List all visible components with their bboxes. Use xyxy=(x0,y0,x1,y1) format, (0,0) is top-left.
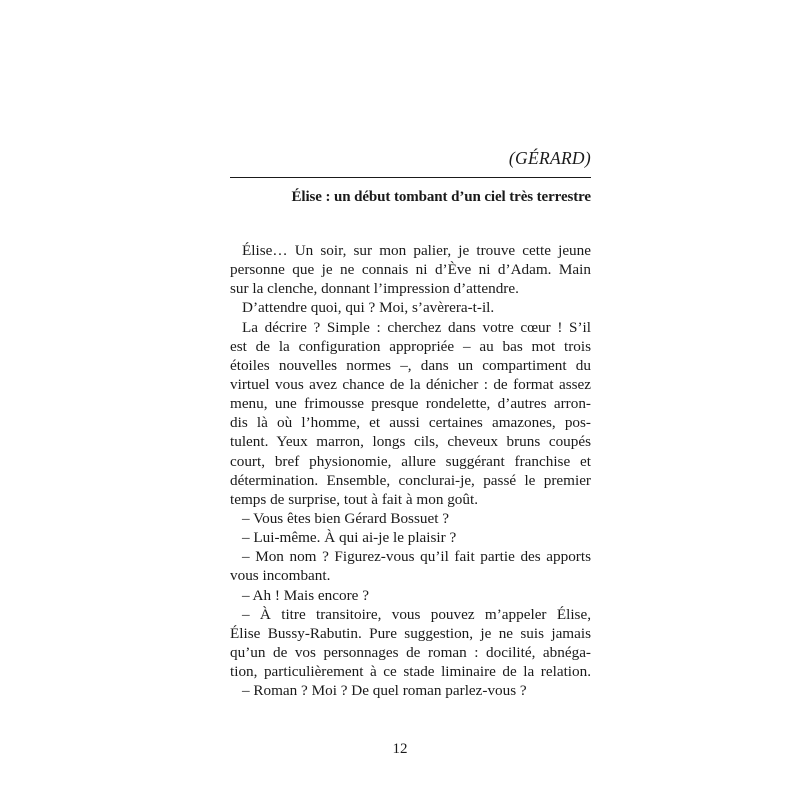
text-line: court, bref physionomie, allure suggérant franchise et xyxy=(230,452,591,470)
text-line: étoiles nouvelles normes –, dans un compartiment du xyxy=(230,356,591,374)
text-line: tion, particulièrement à ce stade liminaire de la relation. xyxy=(230,663,591,681)
text-line: dis là où l’homme, et aussi certaines amazones, pos- xyxy=(230,414,591,432)
text-line: D’attendre quoi, qui ? Moi, s’avèrera-t-il. xyxy=(242,299,495,317)
text-line: – À titre transitoire, vous pouvez m’appeler Élise, xyxy=(242,605,591,623)
text-line: – Vous êtes bien Gérard Bossuet ? xyxy=(242,509,449,527)
text-line: virtuel vous avez chance de la dénicher : de format assez xyxy=(230,375,591,393)
text-line: est de la configuration appropriée – au bas mot trois xyxy=(230,337,591,355)
text-line: vous incombant. xyxy=(230,567,331,585)
text-line: tulent. Yeux marron, longs cils, cheveux bruns coupés xyxy=(230,433,591,451)
text-line: qu’un de vos personnages de roman : docilité, abnéga- xyxy=(230,643,591,661)
text-line: temps de surprise, tout à fait à mon goût. xyxy=(230,490,479,508)
page-number: 12 xyxy=(392,741,408,757)
text-line: menu, une frimousse presque rondelette, d’autres arron- xyxy=(230,395,591,413)
body-text xyxy=(230,241,591,700)
text-line: détermination. Ensemble, conclurai-je, passé le premier xyxy=(230,471,591,489)
header-rule xyxy=(230,177,591,178)
text-line: La décrire ? Simple : cherchez dans votre cœur ! S’il xyxy=(242,318,591,336)
chapter-title: Élise : un début tombant d’un ciel très terrestre xyxy=(291,189,591,205)
text-line: Élise… Un soir, sur mon palier, je trouve cette jeune xyxy=(242,242,591,259)
text-line: – Lui-même. À qui ai-je le plaisir ? xyxy=(242,529,457,547)
text-line: – Mon nom ? Figurez-vous qu’il fait partie des apports xyxy=(242,548,591,566)
text-line: Élise Bussy-Rabutin. Pure suggestion, je ne suis jamais xyxy=(230,624,591,642)
text-line: – Ah ! Mais encore ? xyxy=(242,586,369,604)
text-line: personne que je ne connais ni d’Ève ni d’Adam. Main xyxy=(230,261,591,279)
text-line: – Roman ? Moi ? De quel roman parlez-vous ? xyxy=(242,682,527,700)
running-head: (GÉRARD) xyxy=(508,148,591,168)
text-line: sur la clenche, donnant l’impression d’attendre. xyxy=(230,280,519,298)
